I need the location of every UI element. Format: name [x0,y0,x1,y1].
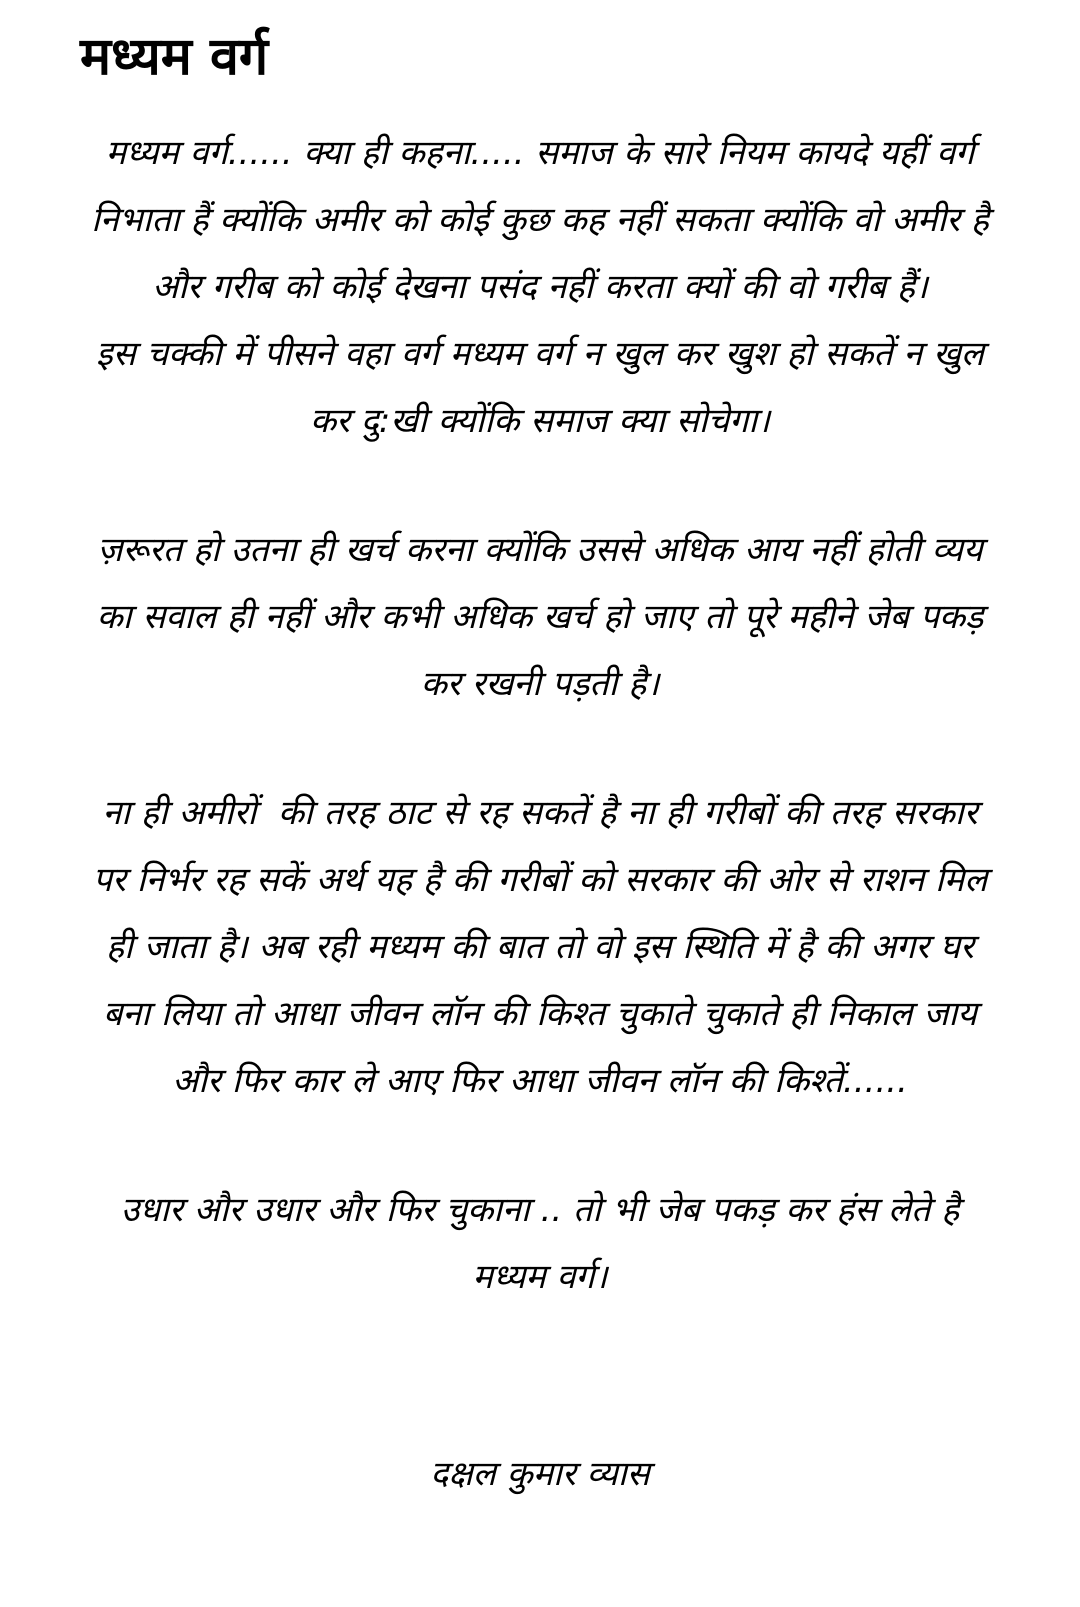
poem-line: उधार और उधार और फिर चुकाना .. तो भी जेब पकड़ कर हंस लेते है [120,1189,960,1230]
stanza-1 [55,120,1025,455]
poem-line: बना लिया तो आधा जीवन लॉन की किश्त चुकाते चुकाते ही निकाल जाय [102,993,978,1034]
page-title: मध्यम वर्ग [80,27,269,87]
poem-line: ही जाता है। अब रही मध्यम की बात तो वो इस स्थिति में है की अगर घर [106,926,974,967]
poem-line: और फिर कार ले आए फिर आधा जीवन लॉन की किश्तें...... [172,1060,908,1101]
poem-line: मध्यम वर्ग। [472,1256,608,1297]
poem-body [55,120,1025,1495]
stanza-2 [55,517,1025,718]
author-name: दक्षल कुमार व्यास [430,1453,650,1494]
poem-line: ज़रूरत हो उतना ही खर्च करना क्योंकि उससे अधिक आय नहीं होती व्यय [97,529,983,570]
poem-line: कर दु:खी क्योंकि समाज क्या सोचेगा। [309,400,771,441]
poem-line: और गरीब को कोई देखना पसंद नहीं करता क्यों की वो गरीब हैं। [152,266,928,307]
poem-line: मध्यम वर्ग...... क्या ही कहना..... समाज के सारे नियम कायदे यहीं वर्ग [105,132,975,173]
poem-line: का सवाल ही नहीं और कभी अधिक खर्च हो जाए तो पूरे महीने जेब पकड़ [96,596,984,637]
poem-line: निभाता हैं क्योंकि अमीर को कोई कुछ कह नहीं सकता क्योंकि वो अमीर है [91,199,989,240]
stanza-3 [55,780,1025,1115]
stanza-4 [55,1177,1025,1311]
poem-line: ना ही अमीरों की तरह ठाट से रह सकतें है ना ही गरीबों की तरह सरकार [102,792,978,833]
poem-line: इस चक्की में पीसने वहा वर्ग मध्यम वर्ग न खुल कर खुश हो सकतें न खुल [96,333,984,374]
poem-line: पर निर्भर रह सकें अर्थ यह है की गरीबों को सरकार की ओर से राशन मिल [92,859,988,900]
poem-line: कर रखनी पड़ती है। [420,663,660,704]
